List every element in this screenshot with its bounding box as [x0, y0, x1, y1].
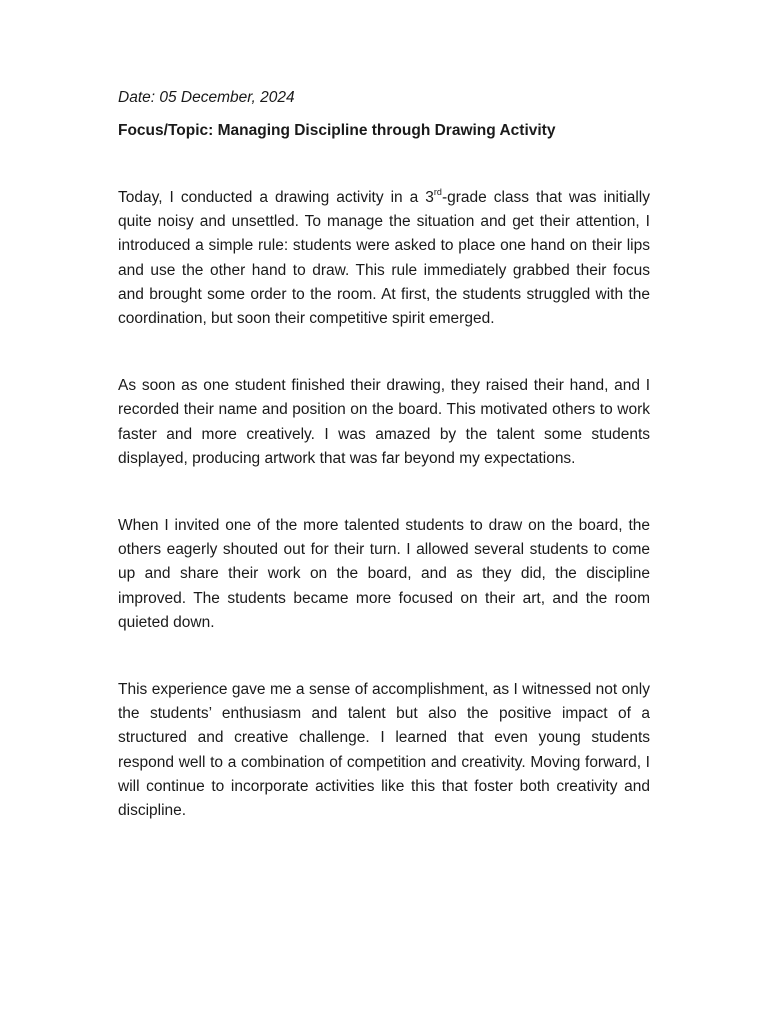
topic-heading: Focus/Topic: Managing Discipline through Drawing Activity — [118, 122, 556, 139]
ordinal-superscript: rd — [433, 186, 442, 197]
paragraph-1-text-end: -grade class that was initially quite noisy and unsettled. To manage the situation and get their attention, I introduced a simple rule: students were asked to place one hand on their lips and use the other hand to draw. This rule immediately grabbed their focus and brought some order to the room. At first, the students struggled with the coordination, but soon their competitive spirit emerged. — [118, 189, 650, 328]
paragraph-1 — [118, 186, 650, 331]
paragraph-1-text-start: Today, I conducted a drawing activity in a 3 — [118, 189, 434, 206]
paragraph-3: When I invited one of the more talented students to draw on the board, the others eagerly shouted out for their turn. I allowed several students to come up and share their work on the board, and as they did, the discipline improved. The students became more focused on their art, and the room quieted down. — [118, 517, 650, 631]
date-line: Date: 05 December, 2024 — [118, 89, 295, 106]
paragraph-4: This experience gave me a sense of accomplishment, as I witnessed not only the students’ enthusiasm and talent but also the positive impact of a structured and creative challenge. I learned that even young students respond well to a combination of competition and creativity. Moving forward, I will continue to incorporate activities like this that foster both creativity and discipline. — [118, 681, 650, 820]
document-body — [118, 86, 650, 823]
paragraph-2: As soon as one student finished their drawing, they raised their hand, and I recorded their name and position on the board. This motivated others to work faster and more creatively. I was amazed by the talent some students displayed, producing artwork that was far beyond my expectations. — [118, 377, 650, 467]
